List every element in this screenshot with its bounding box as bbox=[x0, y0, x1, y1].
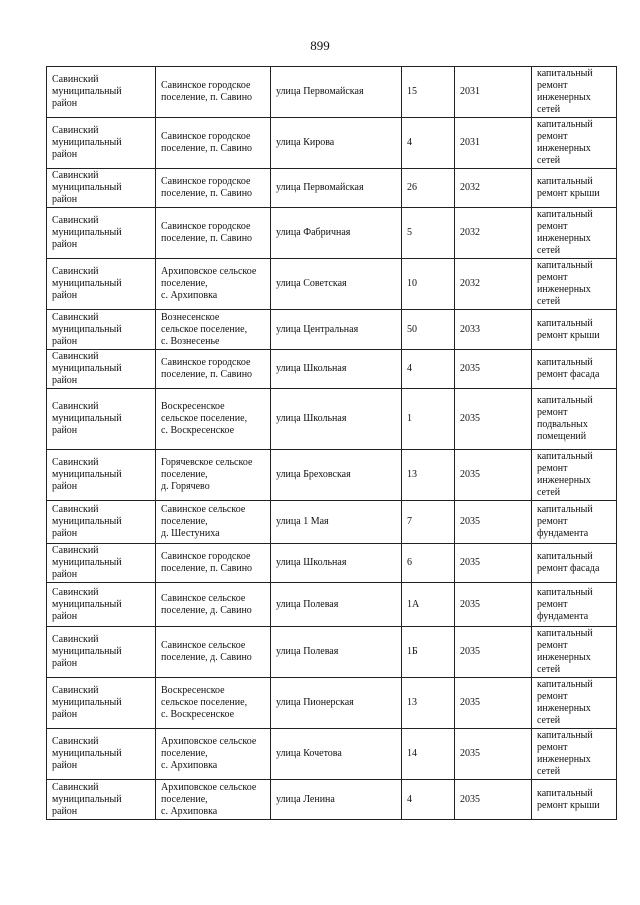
settlement-cell bbox=[156, 501, 271, 544]
year-cell bbox=[455, 208, 532, 259]
work-type-cell-text: капитальный ремонт инженерных сетей bbox=[537, 730, 593, 777]
house-number-cell-text: 50 bbox=[407, 323, 417, 335]
settlement-cell-text: Савинское городское поселение, п. Савино bbox=[161, 551, 253, 574]
settlement-cell-text: Архиповское сельское поселение, с. Архиповка bbox=[161, 736, 257, 771]
street-cell bbox=[271, 350, 402, 389]
district-cell-text: Савинский муниципальный район bbox=[52, 311, 122, 347]
street-cell bbox=[271, 259, 402, 310]
district-cell-text: Савинский муниципальный район bbox=[52, 351, 122, 386]
settlement-cell bbox=[156, 583, 271, 627]
district-cell bbox=[47, 501, 156, 544]
year-cell-text: 2035 bbox=[460, 363, 480, 374]
work-type-cell bbox=[532, 729, 617, 780]
district-cell-text: Савинский муниципальный район bbox=[52, 736, 122, 771]
street-cell-text: улица Советская bbox=[276, 278, 347, 289]
work-type-cell bbox=[532, 350, 617, 389]
table-row bbox=[47, 67, 617, 118]
repair-schedule-table bbox=[46, 66, 617, 820]
district-cell bbox=[47, 780, 156, 820]
settlement-cell-text: Савинское сельское поселение, д. Шестуниха bbox=[161, 504, 246, 539]
settlement-cell-text: Вознесенское сельское поселение, с. Вознесенье bbox=[161, 311, 248, 347]
district-cell bbox=[47, 729, 156, 780]
district-cell bbox=[47, 67, 156, 118]
street-cell-text: улица Первомайская bbox=[276, 86, 364, 97]
year-cell bbox=[455, 118, 532, 169]
year-cell-text: 2035 bbox=[460, 516, 480, 527]
year-cell-text: 2032 bbox=[460, 278, 480, 289]
table-row bbox=[47, 678, 617, 729]
street-cell-text: улица Кочетова bbox=[276, 748, 342, 759]
house-number-cell bbox=[402, 678, 455, 729]
street-cell-text: улица Ленина bbox=[276, 793, 335, 805]
house-number-cell-text: 6 bbox=[407, 557, 412, 568]
house-number-cell bbox=[402, 450, 455, 501]
street-cell-text: улица Полевая bbox=[276, 598, 339, 610]
house-number-cell-text: 4 bbox=[407, 793, 412, 805]
year-cell bbox=[455, 169, 532, 208]
street-cell bbox=[271, 118, 402, 169]
district-cell bbox=[47, 450, 156, 501]
street-cell bbox=[271, 729, 402, 780]
table-row bbox=[47, 501, 617, 544]
work-type-cell bbox=[532, 67, 617, 118]
house-number-cell-text: 13 bbox=[407, 697, 417, 708]
year-cell bbox=[455, 583, 532, 627]
work-type-cell bbox=[532, 583, 617, 627]
work-type-cell-text: капитальный ремонт фундамента bbox=[537, 586, 593, 622]
house-number-cell bbox=[402, 544, 455, 583]
work-type-cell bbox=[532, 118, 617, 169]
year-cell-text: 2035 bbox=[460, 413, 480, 424]
year-cell-text: 2035 bbox=[460, 793, 480, 805]
settlement-cell bbox=[156, 118, 271, 169]
settlement-cell-text: Савинское городское поселение, п. Савино bbox=[161, 357, 253, 380]
street-cell-text: улица Кирова bbox=[276, 137, 335, 148]
year-cell-text: 2031 bbox=[460, 86, 480, 97]
district-cell bbox=[47, 169, 156, 208]
settlement-cell-text: Савинское городское поселение, п. Савино bbox=[161, 221, 253, 244]
street-cell-text: улица Пионерская bbox=[276, 697, 354, 708]
year-cell bbox=[455, 350, 532, 389]
settlement-cell bbox=[156, 729, 271, 780]
house-number-cell bbox=[402, 729, 455, 780]
house-number-cell bbox=[402, 208, 455, 259]
district-cell-text: Савинский муниципальный район bbox=[52, 74, 122, 109]
table-row bbox=[47, 780, 617, 820]
work-type-cell bbox=[532, 208, 617, 259]
settlement-cell bbox=[156, 169, 271, 208]
settlement-cell-text: Горячевское сельское поселение, д. Горячево bbox=[161, 457, 253, 492]
year-cell bbox=[455, 780, 532, 820]
work-type-cell bbox=[532, 544, 617, 583]
street-cell bbox=[271, 780, 402, 820]
district-cell-text: Савинский муниципальный район bbox=[52, 634, 122, 669]
settlement-cell-text: Воскресенское сельское поселение, с. Воскресенское bbox=[161, 685, 248, 720]
house-number-cell bbox=[402, 259, 455, 310]
table-row bbox=[47, 729, 617, 780]
street-cell-text: улица Школьная bbox=[276, 363, 347, 374]
district-cell bbox=[47, 627, 156, 678]
district-cell-text: Савинский муниципальный район bbox=[52, 586, 122, 622]
settlement-cell-text: Воскресенское сельское поселение, с. Воскресенское bbox=[161, 401, 248, 436]
work-type-cell-text: капитальный ремонт инженерных сетей bbox=[537, 209, 593, 256]
year-cell bbox=[455, 627, 532, 678]
year-cell-text: 2035 bbox=[460, 697, 480, 708]
settlement-cell-text: Савинское сельское поселение, д. Савино bbox=[161, 592, 252, 616]
district-cell bbox=[47, 544, 156, 583]
year-cell-text: 2035 bbox=[460, 598, 480, 610]
settlement-cell-text: Савинское сельское поселение, д. Савино bbox=[161, 640, 252, 663]
house-number-cell bbox=[402, 501, 455, 544]
house-number-cell-text: 26 bbox=[407, 182, 417, 193]
street-cell-text: улица Школьная bbox=[276, 557, 347, 568]
district-cell-text: Савинский муниципальный район bbox=[52, 170, 122, 205]
year-cell bbox=[455, 450, 532, 501]
work-type-cell bbox=[532, 259, 617, 310]
house-number-cell bbox=[402, 169, 455, 208]
street-cell bbox=[271, 208, 402, 259]
street-cell-text: улица Центральная bbox=[276, 323, 359, 335]
settlement-cell bbox=[156, 259, 271, 310]
house-number-cell-text: 10 bbox=[407, 278, 417, 289]
district-cell bbox=[47, 389, 156, 450]
work-type-cell bbox=[532, 780, 617, 820]
district-cell bbox=[47, 583, 156, 627]
district-cell bbox=[47, 350, 156, 389]
table-row bbox=[47, 259, 617, 310]
work-type-cell bbox=[532, 627, 617, 678]
work-type-cell-text: капитальный ремонт фундамента bbox=[537, 504, 593, 539]
table-row bbox=[47, 583, 617, 627]
year-cell bbox=[455, 67, 532, 118]
house-number-cell bbox=[402, 118, 455, 169]
house-number-cell-text: 4 bbox=[407, 363, 412, 374]
street-cell-text: улица Школьная bbox=[276, 413, 347, 424]
work-type-cell bbox=[532, 389, 617, 450]
street-cell-text: улица Первомайская bbox=[276, 182, 364, 193]
settlement-cell bbox=[156, 450, 271, 501]
settlement-cell bbox=[156, 627, 271, 678]
street-cell bbox=[271, 678, 402, 729]
house-number-cell bbox=[402, 627, 455, 678]
table-row bbox=[47, 169, 617, 208]
work-type-cell-text: капитальный ремонт инженерных сетей bbox=[537, 679, 593, 726]
work-type-cell-text: капитальный ремонт инженерных сетей bbox=[537, 68, 593, 115]
street-cell bbox=[271, 627, 402, 678]
work-type-cell-text: капитальный ремонт инженерных сетей bbox=[537, 260, 593, 307]
district-cell-text: Савинский муниципальный район bbox=[52, 401, 122, 436]
work-type-cell-text: капитальный ремонт крыши bbox=[537, 176, 600, 199]
street-cell bbox=[271, 310, 402, 350]
district-cell-text: Савинский муниципальный район bbox=[52, 266, 122, 301]
house-number-cell-text: 15 bbox=[407, 86, 417, 97]
house-number-cell bbox=[402, 583, 455, 627]
district-cell bbox=[47, 208, 156, 259]
table-row bbox=[47, 310, 617, 350]
district-cell-text: Савинский муниципальный район bbox=[52, 215, 122, 250]
settlement-cell bbox=[156, 310, 271, 350]
district-cell bbox=[47, 310, 156, 350]
street-cell bbox=[271, 583, 402, 627]
table-row bbox=[47, 208, 617, 259]
house-number-cell bbox=[402, 310, 455, 350]
settlement-cell-text: Архиповское сельское поселение, с. Архиповка bbox=[161, 266, 257, 301]
house-number-cell-text: 1 bbox=[407, 413, 412, 424]
settlement-cell bbox=[156, 208, 271, 259]
street-cell-text: улица Бреховская bbox=[276, 469, 351, 480]
year-cell bbox=[455, 310, 532, 350]
street-cell bbox=[271, 501, 402, 544]
table-row bbox=[47, 389, 617, 450]
year-cell-text: 2033 bbox=[460, 323, 480, 335]
year-cell-text: 2032 bbox=[460, 227, 480, 238]
street-cell bbox=[271, 169, 402, 208]
street-cell bbox=[271, 544, 402, 583]
district-cell bbox=[47, 259, 156, 310]
house-number-cell bbox=[402, 780, 455, 820]
house-number-cell-text: 5 bbox=[407, 227, 412, 238]
settlement-cell-text: Архиповское сельское поселение, с. Архиповка bbox=[161, 781, 257, 817]
work-type-cell-text: капитальный ремонт подвальных помещений bbox=[537, 395, 593, 442]
page-number: 899 bbox=[310, 38, 330, 53]
settlement-cell bbox=[156, 780, 271, 820]
house-number-cell-text: 1Б bbox=[407, 646, 418, 657]
year-cell bbox=[455, 389, 532, 450]
work-type-cell bbox=[532, 678, 617, 729]
year-cell-text: 2035 bbox=[460, 557, 480, 568]
table-row bbox=[47, 627, 617, 678]
district-cell bbox=[47, 118, 156, 169]
settlement-cell-text: Савинское городское поселение, п. Савино bbox=[161, 80, 253, 103]
settlement-cell-text: Савинское городское поселение, п. Савино bbox=[161, 176, 253, 199]
district-cell-text: Савинский муниципальный район bbox=[52, 685, 122, 720]
street-cell-text: улица 1 Мая bbox=[276, 516, 329, 527]
house-number-cell-text: 1А bbox=[407, 598, 420, 610]
house-number-cell-text: 4 bbox=[407, 137, 412, 148]
district-cell-text: Савинский муниципальный район bbox=[52, 545, 122, 580]
district-cell-text: Савинский муниципальный район bbox=[52, 125, 122, 160]
year-cell-text: 2035 bbox=[460, 646, 480, 657]
work-type-cell-text: капитальный ремонт инженерных сетей bbox=[537, 628, 593, 675]
work-type-cell-text: капитальный ремонт фасада bbox=[537, 551, 600, 574]
table-row bbox=[47, 118, 617, 169]
street-cell bbox=[271, 389, 402, 450]
house-number-cell bbox=[402, 389, 455, 450]
work-type-cell-text: капитальный ремонт инженерных сетей bbox=[537, 451, 593, 498]
work-type-cell-text: капитальный ремонт крыши bbox=[537, 317, 600, 341]
year-cell-text: 2032 bbox=[460, 182, 480, 193]
work-type-cell-text: капитальный ремонт фасада bbox=[537, 357, 600, 380]
table-body bbox=[47, 67, 617, 820]
settlement-cell bbox=[156, 67, 271, 118]
house-number-cell-text: 7 bbox=[407, 516, 412, 527]
work-type-cell-text: капитальный ремонт инженерных сетей bbox=[537, 119, 593, 166]
work-type-cell bbox=[532, 310, 617, 350]
street-cell bbox=[271, 450, 402, 501]
year-cell-text: 2035 bbox=[460, 469, 480, 480]
settlement-cell bbox=[156, 678, 271, 729]
year-cell-text: 2035 bbox=[460, 748, 480, 759]
district-cell bbox=[47, 678, 156, 729]
district-cell-text: Савинский муниципальный район bbox=[52, 781, 122, 817]
year-cell bbox=[455, 259, 532, 310]
year-cell bbox=[455, 729, 532, 780]
year-cell bbox=[455, 501, 532, 544]
house-number-cell bbox=[402, 67, 455, 118]
settlement-cell bbox=[156, 350, 271, 389]
house-number-cell bbox=[402, 350, 455, 389]
settlement-cell bbox=[156, 389, 271, 450]
year-cell-text: 2031 bbox=[460, 137, 480, 148]
street-cell bbox=[271, 67, 402, 118]
year-cell bbox=[455, 678, 532, 729]
street-cell-text: улица Фабричная bbox=[276, 227, 351, 238]
settlement-cell bbox=[156, 544, 271, 583]
table-row bbox=[47, 450, 617, 501]
district-cell-text: Савинский муниципальный район bbox=[52, 457, 122, 492]
work-type-cell bbox=[532, 450, 617, 501]
work-type-cell bbox=[532, 169, 617, 208]
year-cell bbox=[455, 544, 532, 583]
house-number-cell-text: 13 bbox=[407, 469, 417, 480]
work-type-cell-text: капитальный ремонт крыши bbox=[537, 787, 600, 811]
street-cell-text: улица Полевая bbox=[276, 646, 339, 657]
table-row bbox=[47, 544, 617, 583]
settlement-cell-text: Савинское городское поселение, п. Савино bbox=[161, 131, 253, 154]
work-type-cell bbox=[532, 501, 617, 544]
district-cell-text: Савинский муниципальный район bbox=[52, 504, 122, 539]
house-number-cell-text: 14 bbox=[407, 748, 417, 759]
table-row bbox=[47, 350, 617, 389]
